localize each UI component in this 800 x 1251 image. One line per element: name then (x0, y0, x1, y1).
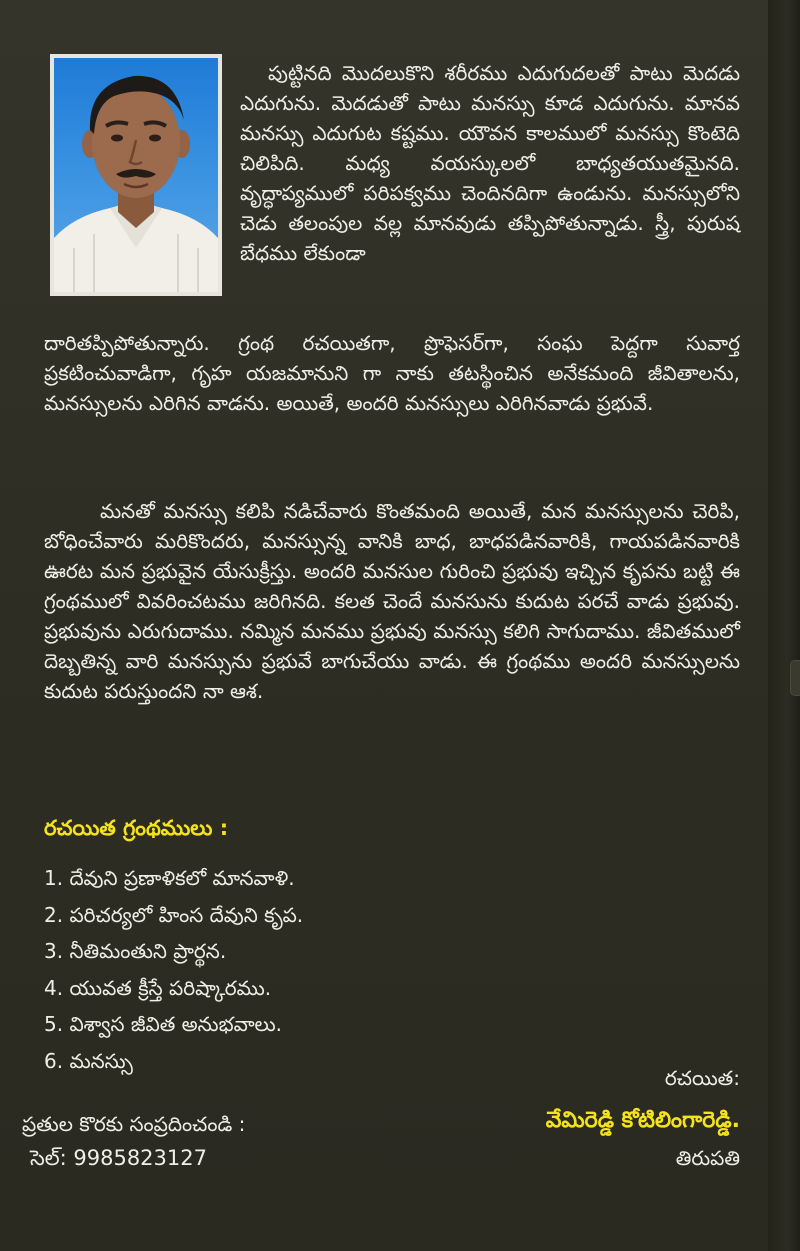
book-item: 3. నీతిమంతుని ప్రార్థన. (44, 939, 227, 963)
author-label: రచయిత: (664, 1066, 740, 1090)
author-name: వేమిరెడ్డి కోటిలింగారెడ్డి. (545, 1108, 740, 1133)
book-item: 2. పరిచర్యలో హింస దేవుని కృప. (44, 902, 304, 927)
book-item: 6. మనస్సు (44, 1048, 133, 1073)
copies-contact-label: ప్రతుల కొరకు సంప్రదించండి : (22, 1112, 246, 1136)
intro-paragraph-continued: దారితప్పిపోతున్నారు. గ్రంథ రచయితగా, ప్రొఫెసర్‌గా, సంఘ పెద్దగా సువార్త ప్రకటించువాడిగా, గృహ యజమానుని గా నాకు తటస్థించిన అనేకమంది జీవితాలను, మనస్సులను ఎరిగిన వాడను. అయితే, అందరి మనస్సులు ఎరిగినవాడు ప్రభువే. (44, 331, 741, 415)
author-books-heading: రచయిత గ్రంథములు : (44, 816, 229, 840)
second-paragraph: మనతో మనస్సు కలిపి నడిచేవారు కొంతమంది అయితే, మన మనస్సులను చెరిపి, బోధించేవారు మరికొందరు, మనస్సున్న వానికి బాధ, బాధపడినవారికి, గాయపడినవారికి ఊరట మన ప్రభువైన యేసుక్రీస్తు. అందరి మనసుల గురించి ప్రభువు ఇచ్చిన కృపను బట్టి ఈ గ్రంథములో వివరించటము జరిగినది. కలత చెందే మనసును కుదుట పరచే వాడు ప్రభువు. ప్రభువును ఎరుగుదాము. నమ్మిన మనము ప్రభువు మనస్సు కలిగి సాగుదాము. జీవితములో దెబ్బతిన్న వారి మనస్సును ప్రభువే బాగుచేయు వాడు. ఈ గ్రంథము అందరి మనస్సులను కుదుట పరుస్తుందని నా ఆశ. (44, 499, 740, 703)
book-spine-edge (768, 0, 800, 1251)
book-item: 5. విశ్వాస జీవిత అనుభవాలు. (44, 1012, 282, 1036)
cell-phone-number: సెల్: 9985823127 (30, 1146, 207, 1170)
spine-notch (790, 660, 800, 696)
author-city: తిరుపతి (675, 1146, 740, 1170)
author-books-list (44, 862, 303, 1081)
author-photo (50, 54, 222, 296)
author-photo-image (54, 58, 218, 292)
book-item: 4. యువత క్రీస్తే పరిష్కారము. (44, 975, 272, 1000)
book-item: 1. దేవుని ప్రణాళికలో మానవాళి. (44, 866, 295, 890)
author-portrait-illustration (54, 58, 218, 292)
intro-paragraph-top: పుట్టినది మొదలుకొని శరీరము ఎదుగుదలతో పాటు మెదడు ఎదుగును. మెదడుతో పాటు మనస్సు కూడ ఎదుగును. మానవ మనస్సు ఎదుగుట కష్టము. యౌవన కాలములో మనస్సు కొంటెది చిలిపిది. మధ్య వయస్కులలో బాధ్యతయుతమైనది. వృద్ధాప్యములో పరిపక్వము చెందినదిగా ఉండును. మనస్సులోని చెడు తలంపుల వల్ల మానవుడు తప్పిపోతున్నాడు. స్త్రీ, పురుష బేధము లేకుండా (240, 61, 740, 265)
